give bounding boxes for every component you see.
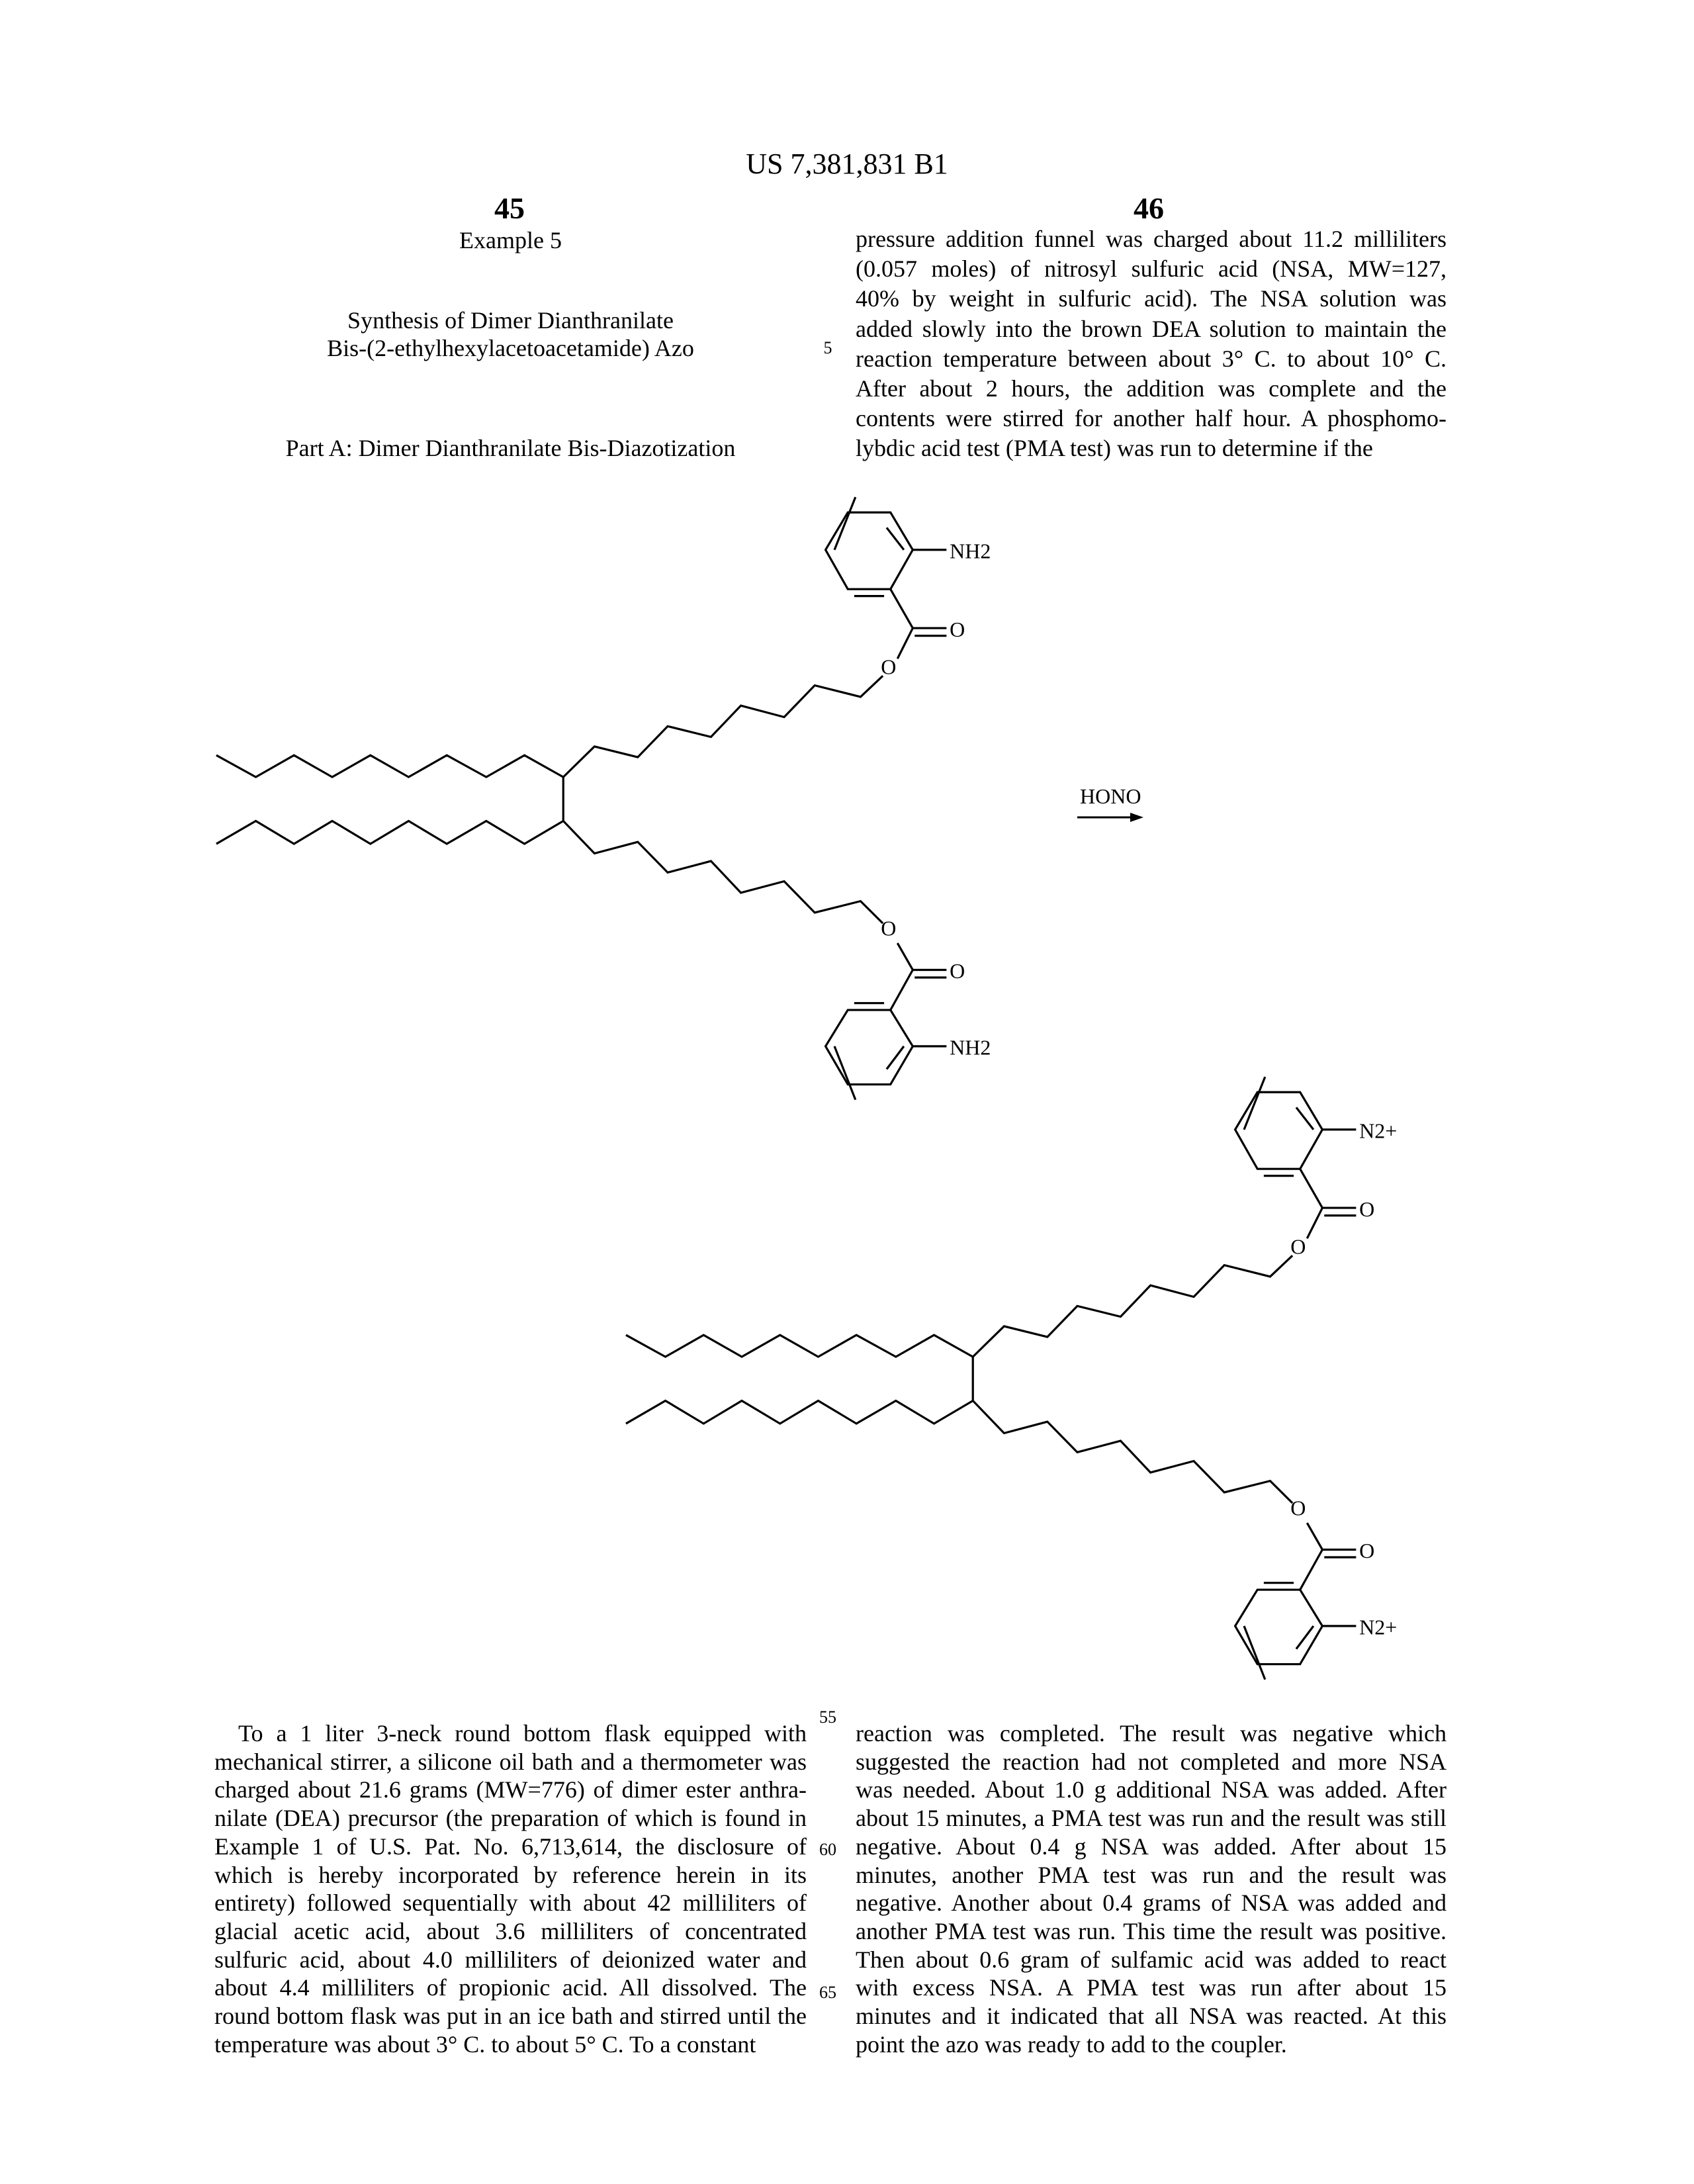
text-line: 40% by weight in sulfuric acid). The NSA solution was	[856, 285, 1447, 313]
ring-double-bond	[1244, 1077, 1265, 1130]
patent-number: US 7,381,831 B1	[0, 147, 1694, 181]
line-number-5: 5	[808, 338, 848, 358]
alkyl-chain-bond	[626, 1335, 973, 1357]
ester-oxygen-label: O	[1290, 1496, 1306, 1520]
ester-oxygen-label: O	[881, 917, 896, 940]
alkyl-chain-bond	[563, 676, 883, 777]
text-line: Example 1 of U.S. Pat. No. 6,713,614, the disclosure of	[214, 1833, 807, 1861]
synthesis-title-line-1: Synthesis of Dimer Dianthranilate	[214, 306, 807, 334]
ester-bond	[1307, 1523, 1322, 1549]
substituent-label: NH2	[950, 1036, 991, 1060]
right-column-number: 46	[1083, 191, 1215, 226]
carbonyl-oxygen-label: O	[1359, 1539, 1374, 1563]
reagent-label: HONO	[1080, 784, 1141, 808]
text-line: (0.057 moles) of nitrosyl sulfuric acid (NSA, MW=127,	[856, 255, 1447, 283]
text-line: pressure addition funnel was charged about 11.2 milliliters	[856, 225, 1447, 253]
alkyl-chain-bond	[216, 821, 563, 844]
ester-bond	[897, 628, 913, 659]
line-number-55: 55	[808, 1707, 848, 1727]
text-line: round bottom flask was put in an ice bath and stirred until the	[214, 2002, 807, 2030]
patent-page	[0, 0, 1694, 2184]
text-line: nilate (DEA) precursor (the preparation of which is found in	[214, 1804, 807, 1833]
text-line: reaction was completed. The result was negative which	[856, 1719, 1447, 1748]
left-column-number: 45	[443, 191, 576, 226]
alkyl-chain-bond	[973, 1400, 1292, 1503]
text-line: which is hereby incorporated by reference herein in its	[214, 1861, 807, 1889]
text-line: suggested the reaction had not completed and more NSA	[856, 1748, 1447, 1776]
text-line: added slowly into the brown DEA solution to maintain the	[856, 315, 1447, 343]
text-line: point the azo was ready to add to the coupler.	[856, 2030, 1447, 2059]
substituent-label: N2+	[1359, 1615, 1397, 1639]
text-line: with excess NSA. A PMA test was run after about 15	[856, 1974, 1447, 2002]
benzene-ring	[1235, 1590, 1323, 1664]
aryl-bond	[1300, 1549, 1323, 1590]
carbonyl-oxygen-label: O	[950, 959, 965, 983]
alkyl-chain-bond	[216, 755, 563, 777]
reactant-structure	[216, 497, 991, 1100]
alkyl-chain-bond	[973, 1255, 1292, 1357]
text-line: minutes, another PMA test was run and the result was	[856, 1861, 1447, 1889]
ester-oxygen-label: O	[1290, 1234, 1306, 1258]
substituent-label: N2+	[1359, 1118, 1397, 1142]
benzene-ring	[826, 512, 913, 589]
text-line: another PMA test was run. This time the result was positive.	[856, 1917, 1447, 1946]
text-line: negative. Another about 0.4 grams of NSA was added and	[856, 1889, 1447, 1917]
ester-oxygen-label: O	[881, 655, 896, 678]
text-line: charged about 21.6 grams (MW=776) of dimer ester anthra-	[214, 1776, 807, 1804]
ring-double-bond	[834, 497, 856, 550]
aryl-bond	[1300, 1169, 1323, 1208]
ring-double-bond	[1244, 1626, 1265, 1680]
line-number-65: 65	[808, 1983, 848, 2003]
text-line: about 15 minutes, a PMA test was run and the result was still	[856, 1804, 1447, 1833]
ester-bond	[897, 943, 913, 970]
substituent-label: NH2	[950, 539, 991, 563]
text-line: temperature was about 3° C. to about 5° C. To a constant	[214, 2030, 807, 2059]
alkyl-chain-bond	[563, 821, 883, 923]
aryl-bond	[891, 970, 913, 1010]
reaction-scheme	[0, 0, 1694, 2184]
text-line: minutes and it indicated that all NSA was reacted. At this	[856, 2002, 1447, 2030]
text-line: negative. About 0.4 g NSA was added. After about 15	[856, 1833, 1447, 1861]
synthesis-title-line-2: Bis-(2-ethylhexylacetoacetamide) Azo	[214, 334, 807, 362]
reaction-arrow	[1077, 813, 1143, 822]
line-number-60: 60	[808, 1840, 848, 1860]
text-line: about 4.4 milliliters of propionic acid. All dissolved. The	[214, 1974, 807, 2002]
text-line: contents were stirred for another half hour. A phosphomo-	[856, 404, 1447, 433]
text-line: entirety) followed sequentially with about 42 milliliters of	[214, 1889, 807, 1917]
benzene-ring	[1235, 1092, 1323, 1169]
text-line: lybdic acid test (PMA test) was run to determine if the	[856, 434, 1447, 463]
text-line: After about 2 hours, the addition was complete and the	[856, 375, 1447, 403]
product-structure	[626, 1077, 1397, 1680]
benzene-ring	[826, 1010, 913, 1085]
text-line: To a 1 liter 3-neck round bottom flask equipped with	[214, 1719, 807, 1748]
text-line: Then about 0.6 gram of sulfamic acid was added to react	[856, 1946, 1447, 1974]
text-line: reaction temperature between about 3° C. to about 10° C.	[856, 345, 1447, 373]
text-line: glacial acetic acid, about 3.6 milliliters of concentrated	[214, 1917, 807, 1946]
alkyl-chain-bond	[626, 1400, 973, 1424]
text-line: mechanical stirrer, a silicone oil bath and a thermometer was	[214, 1748, 807, 1776]
text-line: was needed. About 1.0 g additional NSA was added. After	[856, 1776, 1447, 1804]
ring-double-bond	[834, 1046, 856, 1100]
example-heading: Example 5	[214, 226, 807, 254]
carbonyl-oxygen-label: O	[1359, 1197, 1374, 1221]
aryl-bond	[891, 589, 913, 628]
ester-bond	[1307, 1208, 1322, 1238]
text-line: sulfuric acid, about 4.0 milliliters of deionized water and	[214, 1946, 807, 1974]
carbonyl-oxygen-label: O	[950, 617, 965, 641]
part-a-heading: Part A: Dimer Dianthranilate Bis-Diazotization	[214, 434, 807, 462]
